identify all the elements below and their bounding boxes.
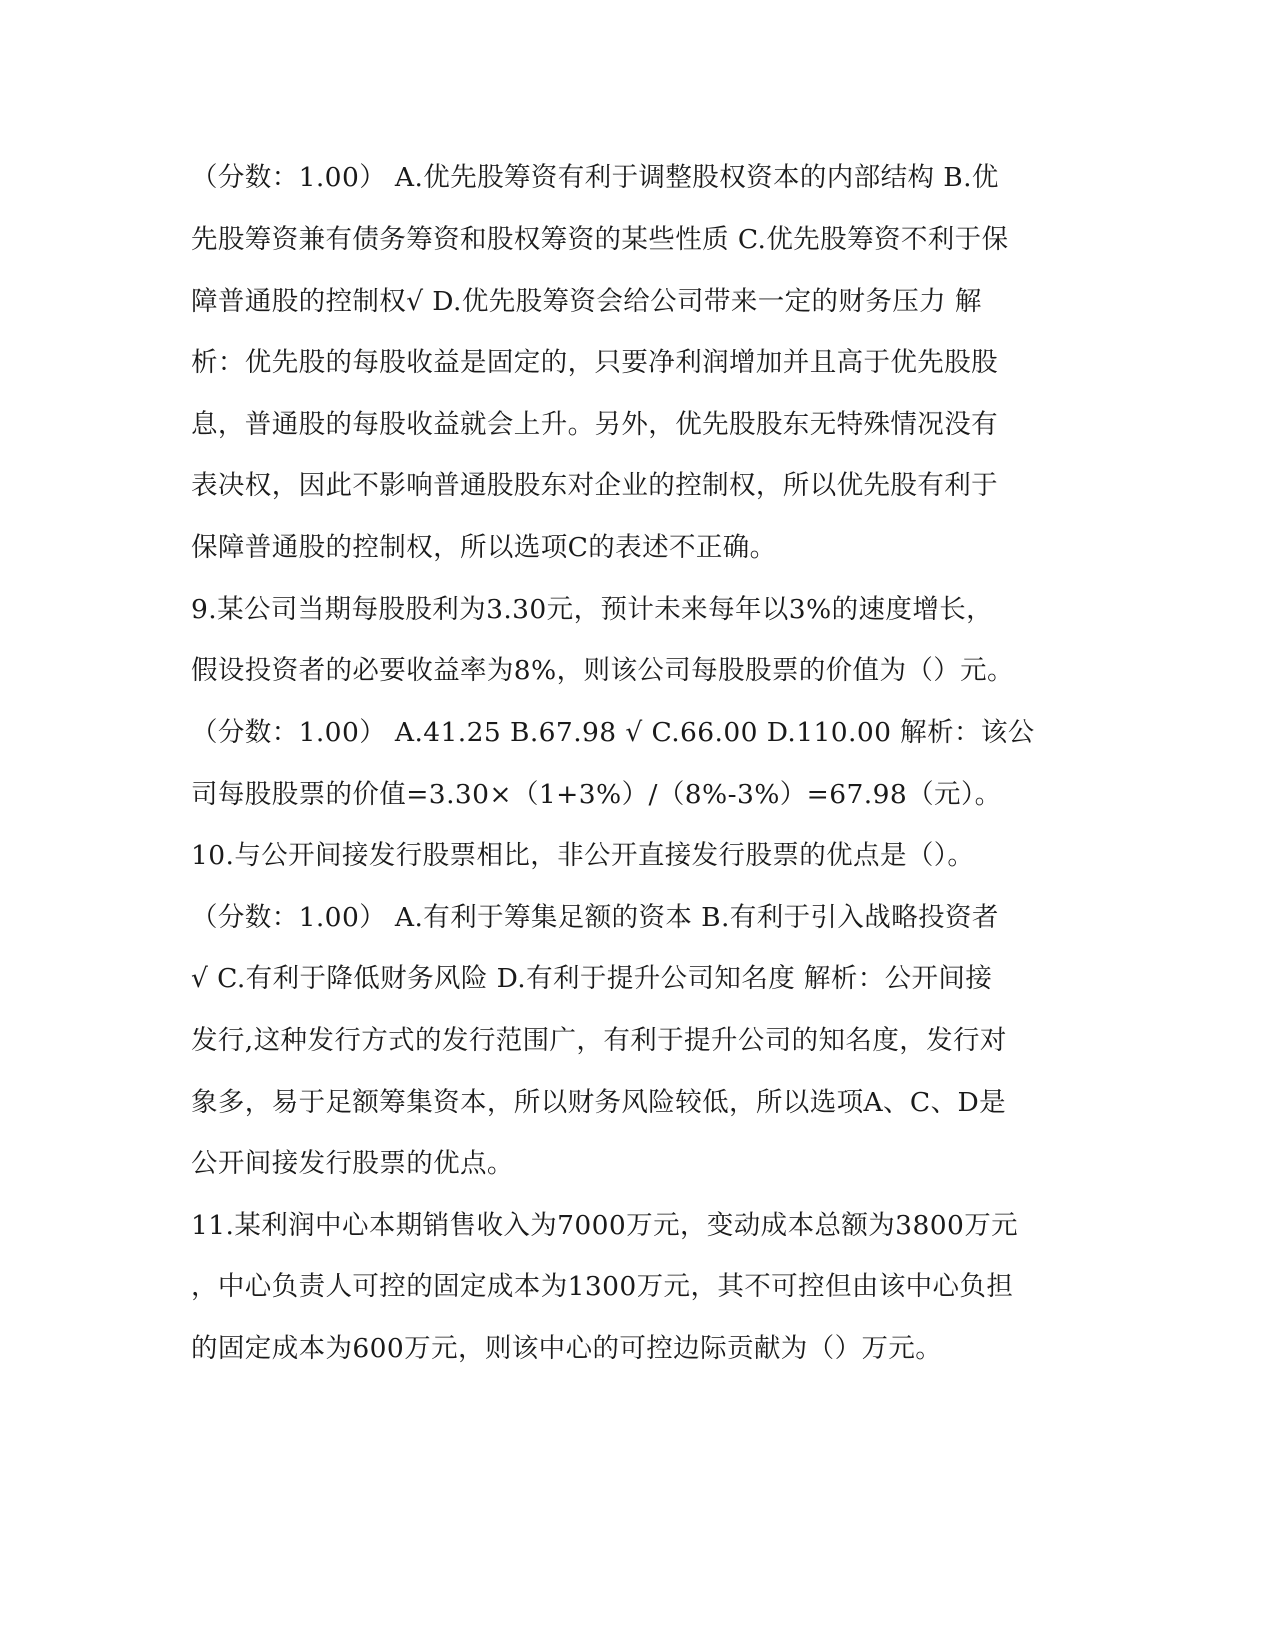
text-line: 公开间接发行股票的优点。 (191, 1148, 514, 1179)
text-line: 司每股股票的价值=3.30×（1+3%）/（8%-3%）=67.98（元）。 (191, 779, 1002, 810)
text-line: 保障普通股的控制权，所以选项C的表述不正确。 (191, 532, 777, 563)
text-line: （分数：1.00） A.41.25 B.67.98 √ C.66.00 D.110.00 解析：该公 (191, 717, 1035, 748)
text-line: ，中心负责人可控的固定成本为1300万元，其不可控但由该中心负担 (191, 1271, 1014, 1302)
text-line: 发行,这种发行方式的发行范围广，有利于提升公司的知名度，发行对 (191, 1025, 1007, 1056)
text-line: √ C.有利于降低财务风险 D.有利于提升公司知名度 解析：公开间接 (191, 963, 993, 994)
question-9-line: 9.某公司当期每股股利为3.30元，预计未来每年以3%的速度增长， (191, 594, 994, 625)
text-line: （分数：1.00） A.优先股筹资有利于调整股权资本的内部结构 B.优 (191, 162, 999, 193)
text-line: 的固定成本为600万元，则该中心的可控边际贡献为（）万元。 (191, 1333, 943, 1364)
text-line: 先股筹资兼有债务筹资和股权筹资的某些性质 C.优先股筹资不利于保 (191, 224, 1009, 255)
text-line: （分数：1.00） A.有利于筹集足额的资本 B.有利于引入战略投资者 (191, 902, 999, 933)
text-line: 息，普通股的每股收益就会上升。另外，优先股股东无特殊情况没有 (191, 409, 998, 440)
text-line: 表决权，因此不影响普通股股东对企业的控制权，所以优先股有利于 (191, 470, 998, 501)
text-line: 析：优先股的每股收益是固定的，只要净利润增加并且高于优先股股 (191, 347, 998, 378)
question-11-line: 11.某利润中心本期销售收入为7000万元，变动成本总额为3800万元 (191, 1210, 1019, 1241)
text-line: 障普通股的控制权√ D.优先股筹资会给公司带来一定的财务压力 解 (191, 286, 982, 317)
question-10-line: 10.与公开间接发行股票相比，非公开直接发行股票的优点是（）。 (191, 840, 975, 871)
text-line: 假设投资者的必要收益率为8%，则该公司每股股票的价值为（）元。 (191, 655, 1014, 686)
text-line: 象多，易于足额筹集资本，所以财务风险较低，所以选项A、C、D是 (191, 1087, 1007, 1118)
